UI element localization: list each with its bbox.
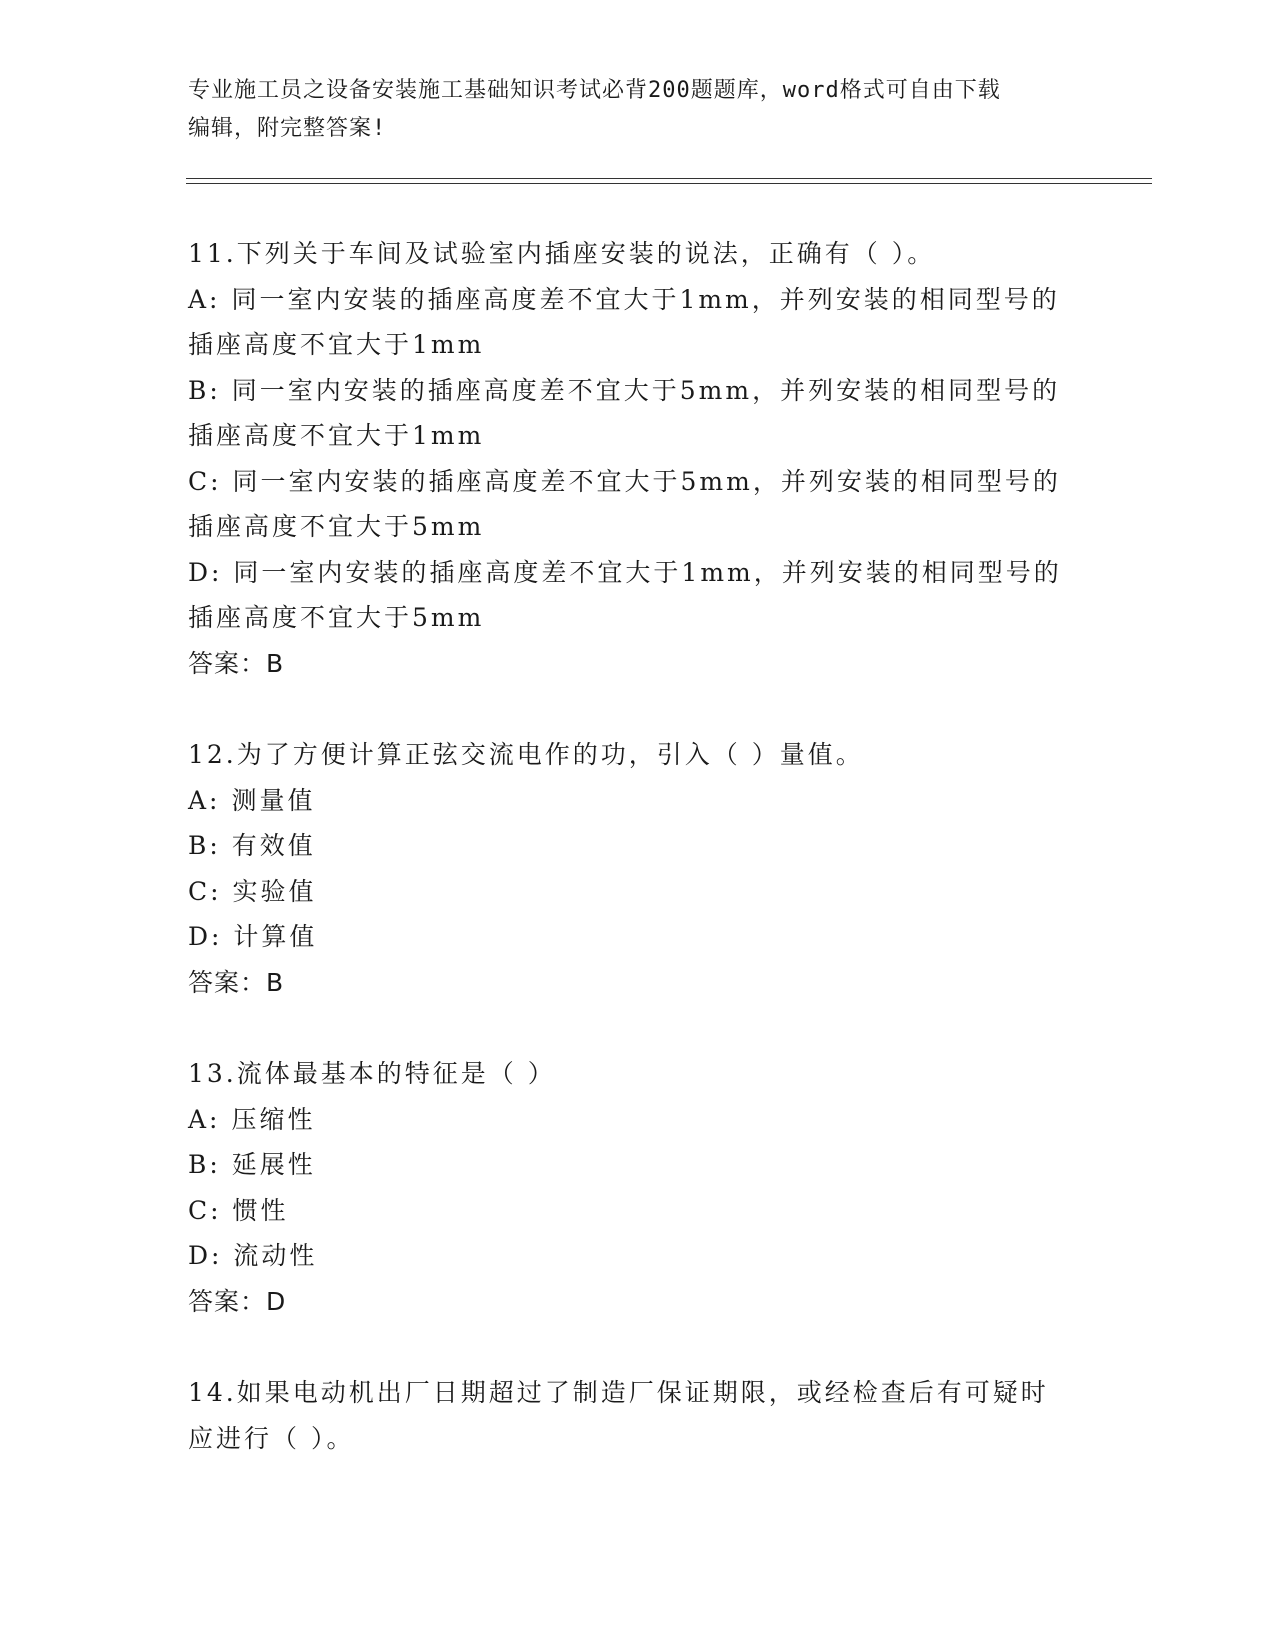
option-text: 同一室内安装的插座高度差不宜大于1mm，并列安装的相同型号的 [233, 557, 1062, 587]
option-text: 计算值 [233, 922, 318, 951]
question-stem: 13.流体最基本的特征是（ ） [188, 1059, 556, 1088]
question-13 [188, 1051, 1118, 1324]
option-text: 惯性 [232, 1195, 289, 1225]
header-divider-top [186, 178, 1152, 179]
option-c-continued: 插座高度不宜大于5mm [188, 512, 485, 541]
option-a [188, 1097, 1118, 1143]
option-a [188, 277, 1118, 323]
option-text: 同一室内安装的插座高度差不宜大于5mm，并列安装的相同型号的 [231, 375, 1061, 405]
option-text: 延展性 [231, 1150, 316, 1179]
option-d [188, 550, 1118, 596]
option-text: 有效值 [231, 831, 316, 860]
option-text: 同一室内安装的插座高度差不宜大于1mm，并列安装的相同型号的 [231, 284, 1060, 314]
option-b [188, 368, 1118, 414]
answer-label: 答案：B [188, 648, 285, 678]
option-a-continued: 插座高度不宜大于1mm [188, 330, 485, 359]
document-header [188, 72, 1088, 148]
option-key: D: [188, 922, 223, 951]
header-title-line-1: 专业施工员之设备安装施工基础知识考试必背200题题库，word格式可自由下载 [188, 78, 1001, 103]
option-key: A: [188, 284, 221, 314]
question-12 [188, 732, 1118, 1005]
option-key: D: [188, 557, 223, 587]
option-key: C: [188, 466, 222, 496]
question-stem: 14.如果电动机出厂日期超过了制造厂保证期限，或经检查后有可疑时 [188, 1378, 1049, 1407]
option-c [188, 459, 1118, 505]
question-11 [188, 231, 1118, 686]
option-key: A: [188, 785, 221, 815]
option-b-continued: 插座高度不宜大于1mm [188, 421, 485, 450]
option-key: B: [188, 1150, 221, 1179]
option-c [188, 869, 1118, 915]
option-key: D: [188, 1241, 223, 1270]
option-c [188, 1188, 1118, 1234]
option-text: 流动性 [233, 1241, 318, 1270]
question-list [188, 231, 1118, 1507]
header-title-line-2: 编辑，附完整答案! [188, 116, 387, 141]
option-key: B: [188, 375, 221, 405]
question-stem: 11.下列关于车间及试验室内插座安装的说法，正确有（ ）。 [188, 239, 936, 268]
question-stem: 12.为了方便计算正弦交流电作的功，引入（ ）量值。 [188, 740, 864, 769]
option-a [188, 778, 1118, 824]
option-d [188, 1233, 1118, 1279]
option-text: 实验值 [232, 876, 317, 906]
option-text: 测量值 [231, 785, 316, 815]
option-b [188, 1142, 1118, 1188]
option-b [188, 823, 1118, 869]
option-d-continued: 插座高度不宜大于5mm [188, 603, 485, 632]
option-d [188, 914, 1118, 960]
question-stem-continued: 应进行（ ）。 [188, 1423, 355, 1453]
answer-label: 答案：D [188, 1286, 287, 1316]
answer-label: 答案：B [188, 967, 285, 997]
header-divider-bottom [186, 183, 1152, 184]
option-text: 同一室内安装的插座高度差不宜大于5mm，并列安装的相同型号的 [232, 466, 1061, 496]
question-14 [188, 1370, 1118, 1461]
option-key: C: [188, 1195, 222, 1225]
option-key: A: [188, 1104, 221, 1134]
option-text: 压缩性 [231, 1104, 316, 1134]
option-key: C: [188, 876, 222, 906]
option-key: B: [188, 831, 221, 860]
